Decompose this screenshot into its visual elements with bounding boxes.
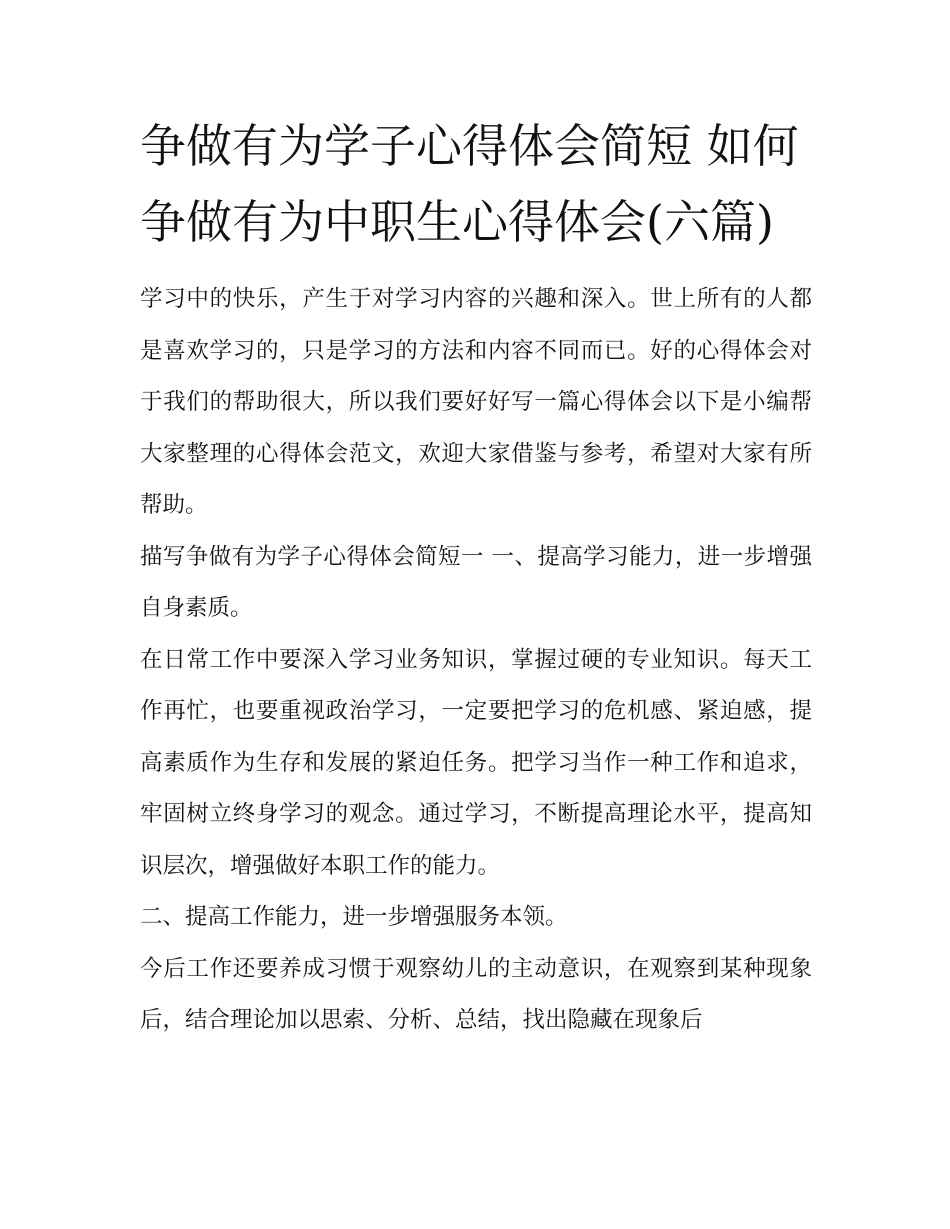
paragraph-intro: 学习中的快乐，产生于对学习内容的兴趣和深入。世上所有的人都是喜欢学习的，只是学习的方法和内容不同而已。好的心得体会对于我们的帮助很大，所以我们要好好写一篇心得体会以下是小编帮大家整理的心得体会范文，欢迎大家借鉴与参考，希望对大家有所帮助。: [140, 286, 812, 518]
paragraph-study-knowledge: 在日常工作中要深入学习业务知识，掌握过硬的专业知识。每天工作再忙，也要重视政治学习，一定要把学习的危机感、紧迫感，提高素质作为生存和发展的紧迫任务。把学习当作一种工作和追求，牢固树立终身学习的观念。通过学习，不断提高理论水平，提高知识层次，增强做好本职工作的能力。: [140, 646, 812, 879]
paragraph-observation: 今后工作还要养成习惯于观察幼儿的主动意识，在观察到某种现象后，结合理论加以思索、分析、总结，找出隐藏在现象后: [140, 955, 812, 1033]
document-body: [140, 108, 812, 1047]
title-block: [140, 108, 812, 260]
paragraph-section-two-heading: 二、提高工作能力，进一步增强服务本领。: [140, 904, 568, 930]
document-title: 争做有为学子心得体会简短 如何争做有为中职生心得体会(六篇): [140, 119, 799, 249]
paragraph-section-one-heading: 描写争做有为学子心得体会简短一 一、提高学习能力，进一步增强自身素质。: [140, 543, 812, 621]
